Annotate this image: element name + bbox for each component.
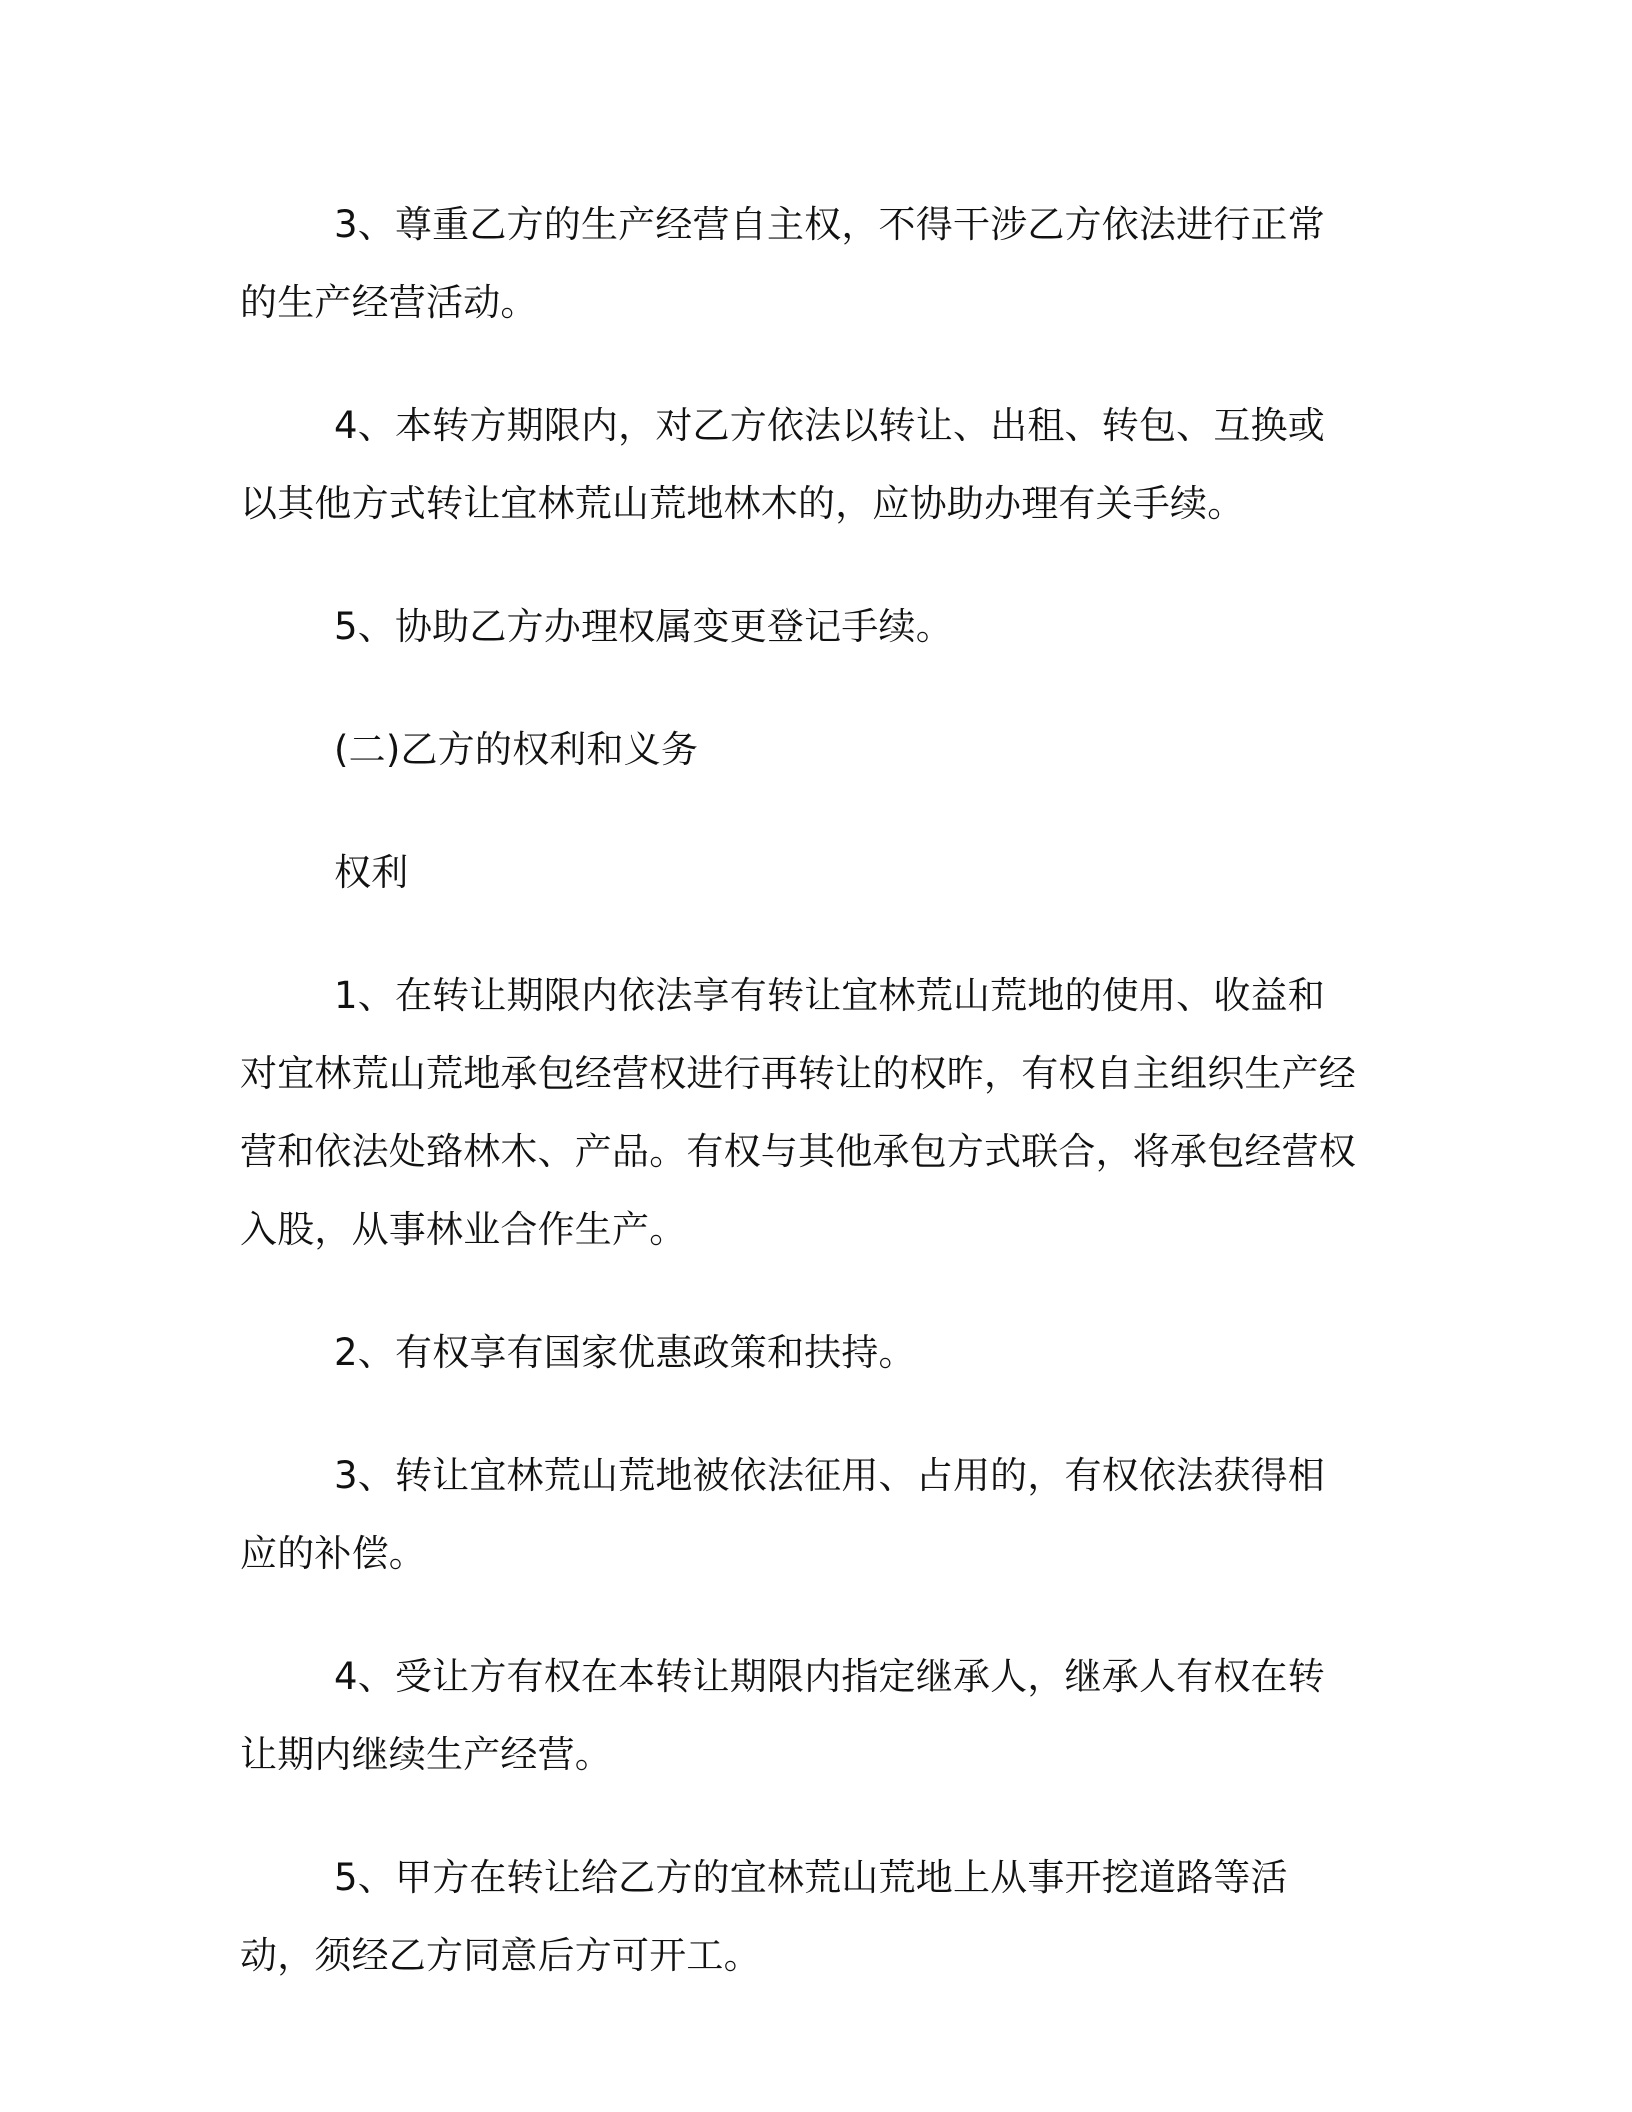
document-page <box>240 186 1360 2040</box>
subheading-rights: 权利 <box>334 851 409 894</box>
section-heading-party-b: (二)乙方的权利和义务 <box>334 728 699 771</box>
paragraph-right-5: 5、甲方在转让给乙方的宜林荒山荒地上从事开挖道路等活动，须经乙方同意后方可开工。 <box>240 1856 1288 1977</box>
paragraph-right-2: 2、有权享有国家优惠政策和扶持。 <box>334 1331 916 1374</box>
paragraph-right-3: 3、转让宜林荒山荒地被依法征用、占用的，有权依法获得相应的补偿。 <box>240 1454 1325 1575</box>
paragraph-obligation-3: 3、尊重乙方的生产经营自主权，不得干涉乙方依法进行正常的生产经营活动。 <box>240 203 1325 324</box>
paragraph-obligation-5: 5、协助乙方办理权属变更登记手续。 <box>334 605 953 648</box>
paragraph-right-1: 1、在转让期限内依法享有转让宜林荒山荒地的使用、收益和对宜林荒山荒地承包经营权进行再转让的权昨，有权自主组织生产经营和依法处臵林木、产品。有权与其他承包方式联合，将承包经营权入股，从事林业合作生产。 <box>240 974 1356 1251</box>
paragraph-obligation-4: 4、本转方期限内，对乙方依法以转让、出租、转包、互换或以其他方式转让宜林荒山荒地林木的，应协助办理有关手续。 <box>240 404 1325 525</box>
paragraph-right-4: 4、受让方有权在本转让期限内指定继承人，继承人有权在转让期内继续生产经营。 <box>240 1655 1325 1776</box>
